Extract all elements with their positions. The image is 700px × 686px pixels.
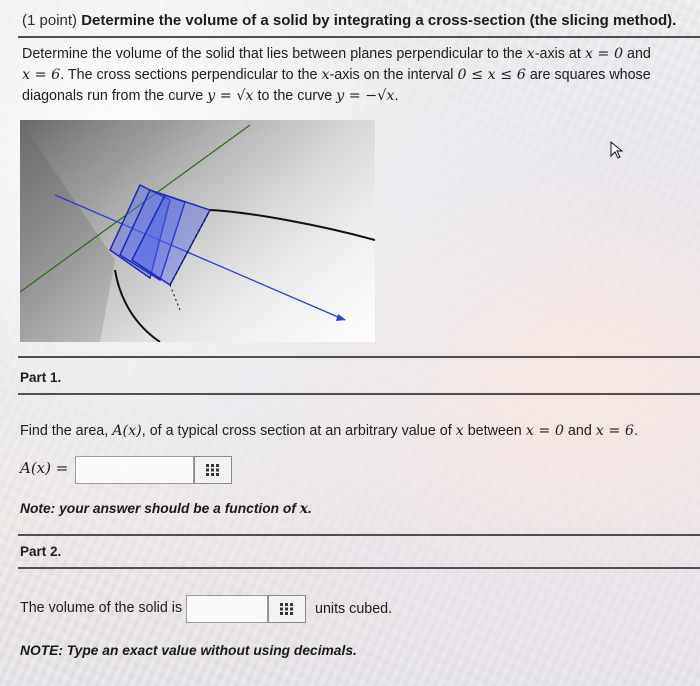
volume-units-label: units cubed. bbox=[315, 601, 393, 617]
question-header bbox=[22, 12, 676, 29]
solid-figure-drawing bbox=[20, 120, 375, 342]
part2-note: NOTE: Type an exact value without using decimals. bbox=[20, 643, 357, 658]
part1-question: Find the area, A(x), of a typical cross section at an arbitrary value of x between x = 0 and x = 6. bbox=[20, 423, 638, 439]
keypad-grid-icon bbox=[280, 603, 294, 615]
solid-figure bbox=[20, 120, 375, 342]
problem-line-1: Determine the volume of the solid that lies between planes perpendicular to the x-axis at x = 0 and bbox=[22, 46, 651, 62]
part1-divider bbox=[18, 393, 700, 395]
volume-math-keypad-button[interactable] bbox=[268, 595, 306, 623]
part2-divider bbox=[18, 567, 700, 569]
problem-line-3: diagonals run from the curve y = √x to the curve y = −√x. bbox=[22, 88, 399, 104]
part1-note: Note: your answer should be a function of x. bbox=[20, 501, 312, 517]
question-title: Determine the volume of a solid by integrating a cross-section (the slicing method). bbox=[81, 12, 677, 29]
volume-answer-input[interactable] bbox=[186, 595, 268, 623]
part2-question: The volume of the solid is bbox=[20, 600, 183, 616]
problem-line-2: x = 6. The cross sections perpendicular to the x-axis on the interval 0 ≤ x ≤ 6 are squares whose bbox=[22, 67, 651, 83]
mouse-cursor-icon bbox=[609, 140, 625, 160]
area-math-keypad-button[interactable] bbox=[194, 456, 232, 484]
keypad-grid-icon bbox=[206, 464, 220, 476]
area-answer-input[interactable] bbox=[75, 456, 194, 484]
points-label: (1 point) bbox=[22, 12, 78, 29]
header-divider bbox=[18, 36, 700, 38]
part1-answer-label: A(x) = bbox=[20, 459, 69, 477]
part2-divider-top bbox=[18, 534, 700, 536]
part1-label: Part 1. bbox=[20, 370, 62, 385]
part2-label: Part 2. bbox=[20, 544, 62, 559]
part1-divider-top bbox=[18, 356, 700, 358]
